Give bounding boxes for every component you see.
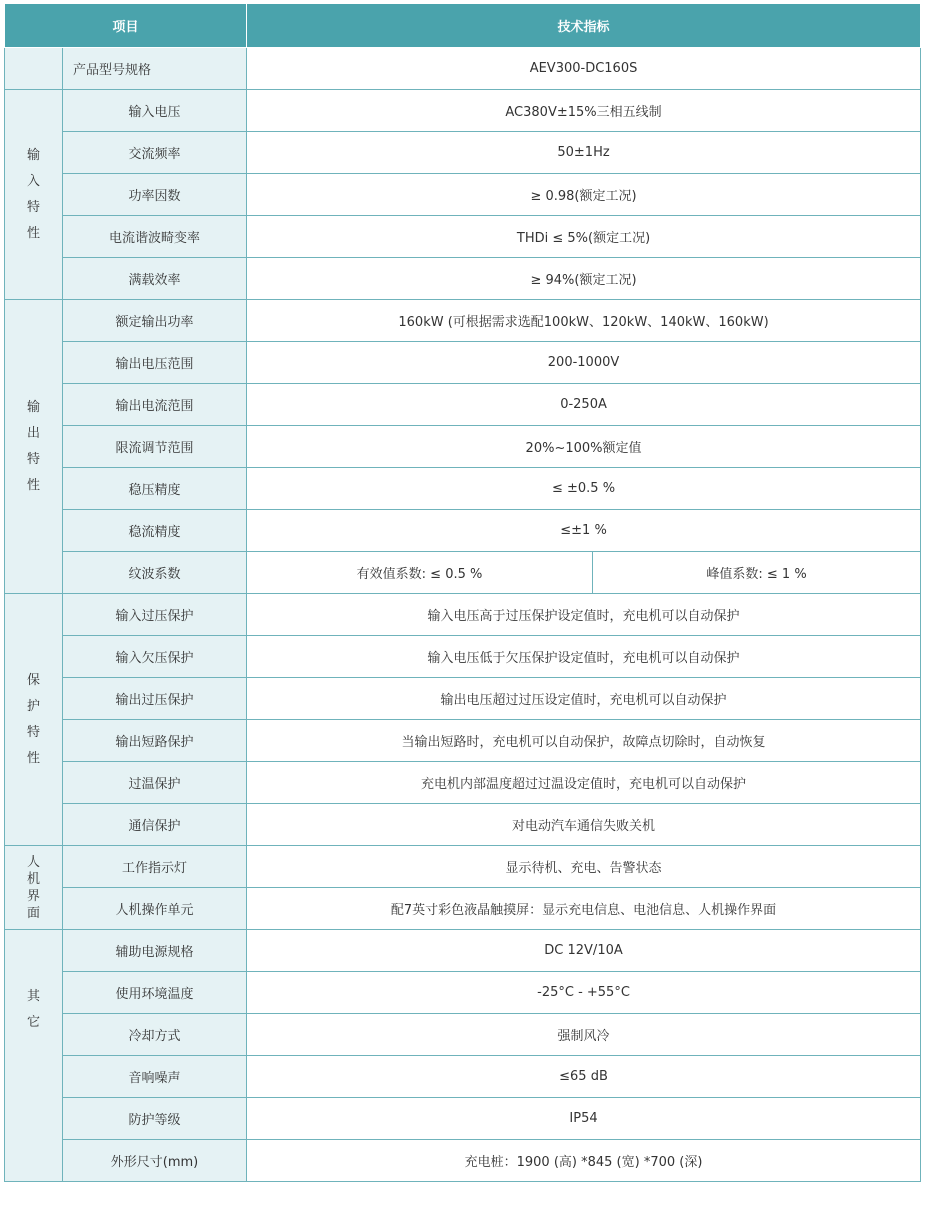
table-row [5, 90, 921, 132]
header-row [5, 4, 921, 48]
row-label: 输出电流范围 [63, 384, 247, 426]
ripple-rms-value: 有效值系数: ≤ 0.5 % [247, 552, 593, 594]
row-value: 0-250A [247, 384, 921, 426]
group-name: 输出特性 [27, 399, 41, 493]
row-value: ≤ ±0.5 % [247, 468, 921, 510]
table-row [5, 384, 921, 426]
row-value: -25°C - +55°C [247, 972, 921, 1014]
row-value: 强制风冷 [247, 1014, 921, 1056]
table-row [5, 132, 921, 174]
row-label: 音响噪声 [63, 1056, 247, 1098]
row-value: IP54 [247, 1098, 921, 1140]
row-label: 过温保护 [63, 762, 247, 804]
model-label: 产品型号规格 [63, 48, 247, 90]
row-label: 电流谐波畸变率 [63, 216, 247, 258]
group-label-other [5, 930, 63, 1182]
row-value: ≥ 94%(额定工况) [247, 258, 921, 300]
row-label: 外形尺寸(mm) [63, 1140, 247, 1182]
row-value: 对电动汽车通信失败关机 [247, 804, 921, 846]
table-row [5, 972, 921, 1014]
row-label: 交流频率 [63, 132, 247, 174]
row-value: 200-1000V [247, 342, 921, 384]
row-value: 当输出短路时，充电机可以自动保护，故障点切除时，自动恢复 [247, 720, 921, 762]
group-name: 保护特性 [27, 672, 41, 766]
row-label: 额定输出功率 [63, 300, 247, 342]
table-row [5, 426, 921, 468]
table-row [5, 720, 921, 762]
row-value: 输出电压超过过压设定值时，充电机可以自动保护 [247, 678, 921, 720]
table-row [5, 1140, 921, 1182]
table-row [5, 342, 921, 384]
table-row [5, 552, 921, 594]
row-label: 输入过压保护 [63, 594, 247, 636]
group-name: 输入特性 [27, 147, 41, 241]
table-row [5, 258, 921, 300]
group-label-input [5, 90, 63, 300]
table-row [5, 678, 921, 720]
spec-table [4, 3, 921, 1182]
row-label: 稳压精度 [63, 468, 247, 510]
table-row [5, 888, 921, 930]
row-label: 通信保护 [63, 804, 247, 846]
table-row [5, 300, 921, 342]
table-row [5, 804, 921, 846]
row-label: 纹波系数 [63, 552, 247, 594]
row-label: 满载效率 [63, 258, 247, 300]
model-value: AEV300-DC160S [247, 48, 921, 90]
row-label: 工作指示灯 [63, 846, 247, 888]
group-label-hmi [5, 846, 63, 930]
row-value: 充电桩：1900 (高) *845 (宽) *700 (深) [247, 1140, 921, 1182]
group-name: 人机界面 [27, 854, 41, 921]
row-value: 输入电压低于欠压保护设定值时，充电机可以自动保护 [247, 636, 921, 678]
row-label: 稳流精度 [63, 510, 247, 552]
row-value: ≥ 0.98(额定工况) [247, 174, 921, 216]
row-label: 辅助电源规格 [63, 930, 247, 972]
ripple-peak-value: 峰值系数: ≤ 1 % [593, 552, 921, 594]
row-value: 显示待机、充电、告警状态 [247, 846, 921, 888]
table-row [5, 846, 921, 888]
row-value: THDi ≤ 5%(额定工况) [247, 216, 921, 258]
table-row [5, 594, 921, 636]
row-value: 160kW (可根据需求选配100kW、120kW、140kW、160kW) [247, 300, 921, 342]
row-label: 人机操作单元 [63, 888, 247, 930]
row-label: 输入电压 [63, 90, 247, 132]
table-row [5, 510, 921, 552]
table-row [5, 762, 921, 804]
row-label: 功率因数 [63, 174, 247, 216]
row-value: 输入电压高于过压保护设定值时，充电机可以自动保护 [247, 594, 921, 636]
table-row [5, 636, 921, 678]
row-label: 输出电压范围 [63, 342, 247, 384]
row-value: 20%~100%额定值 [247, 426, 921, 468]
row-label: 冷却方式 [63, 1014, 247, 1056]
model-row [5, 48, 921, 90]
table-row [5, 930, 921, 972]
group-name: 其它 [27, 989, 41, 1030]
group-label-protection [5, 594, 63, 846]
row-label: 使用环境温度 [63, 972, 247, 1014]
table-row [5, 1014, 921, 1056]
table-row [5, 216, 921, 258]
row-value: ≤±1 % [247, 510, 921, 552]
row-label: 防护等级 [63, 1098, 247, 1140]
row-label: 限流调节范围 [63, 426, 247, 468]
table-row [5, 1056, 921, 1098]
table-row [5, 468, 921, 510]
row-label: 输入欠压保护 [63, 636, 247, 678]
row-value: AC380V±15%三相五线制 [247, 90, 921, 132]
row-value: 充电机内部温度超过过温设定值时，充电机可以自动保护 [247, 762, 921, 804]
table-row [5, 1098, 921, 1140]
header-spec: 技术指标 [247, 4, 921, 48]
row-value: 50±1Hz [247, 132, 921, 174]
row-value: DC 12V/10A [247, 930, 921, 972]
row-label: 输出短路保护 [63, 720, 247, 762]
row-value: ≤65 dB [247, 1056, 921, 1098]
group-label-output [5, 300, 63, 594]
table-row [5, 174, 921, 216]
header-item: 项目 [5, 4, 247, 48]
row-label: 输出过压保护 [63, 678, 247, 720]
row-value: 配7英寸彩色液晶触摸屏：显示充电信息、电池信息、人机操作界面 [247, 888, 921, 930]
